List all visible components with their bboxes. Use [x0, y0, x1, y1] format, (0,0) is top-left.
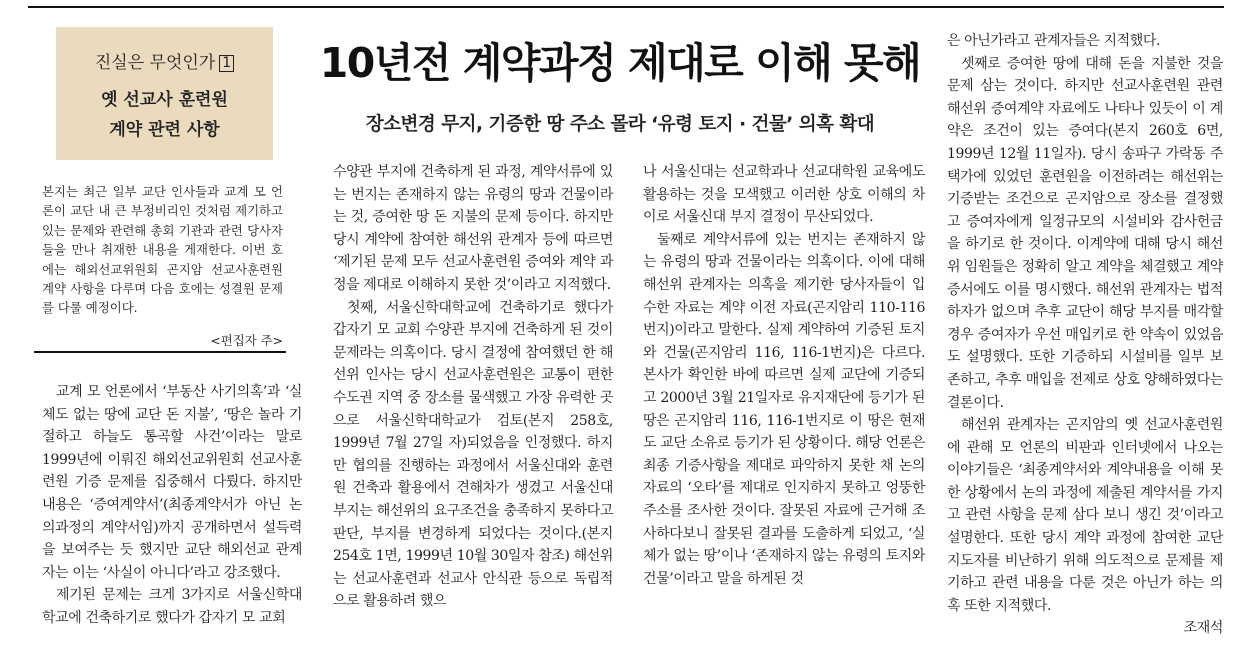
- series-box: [56, 27, 273, 160]
- paragraph: 셋째로 증여한 땅에 대해 돈을 지불한 것을 문제 삼는 것이다. 하지만 선교사훈련원 관련 해선위 증여계약 자료에도 나타나 있듯이 이 계약은 조건이 있는 증여다(본지 260호 6면, 1999년 12월 11일자). 당시 송파구 가락동 주택가에 있었던 훈련원을 이전하려는 해선위는 기증받는 조건으로 곤지암으로 장소를 결정했고 증여자에게 일정규모의 시설비와 감사헌금을 하기로 한 것이다. 이계약에 대해 당시 해선위 임원들은 정확히 알고 계약을 체결했고 계약증서에도 이를 명시했다. 해선위 관계자는 법적 하자가 없으며 추후 교단이 해당 부지를 매각할 경우 증여자가 우선 매입키로 한 약속이 있었음도 설명했다. 또한 기증하되 시설비를 일부 보존하고, 추후 매입을 전제로 상호 양해하였다는 결론이다.: [947, 55, 1223, 411]
- series-number: 1: [219, 55, 234, 72]
- intro-rule: [34, 351, 286, 353]
- paragraph: 수양관 부지에 건축하게 된 과정, 계약서류에 있는 번지는 존재하지 않는 유령의 땅과 건물이라는 것, 증여한 땅 돈 지불의 문제 등이다. 하지만 당시 계약에 참여한 해선위 관계자 등에 따르면 ‘제기된 문제 모두 선교사훈련원 증여와 계약 과정을 제대로 이해하지 못한 것’이라고 지적했다.: [333, 164, 613, 293]
- paragraph: 나 서울신대는 선교학과나 선교대학원 교육에도 활용하는 것을 모색했고 이러한 상호 이해의 차이로 서울신대 부지 결정이 무산되었다.: [643, 164, 925, 226]
- paragraph: 은 아닌가라고 관계자들은 지적했다.: [947, 33, 1161, 49]
- editor-note: 본지는 최근 일부 교단 인사들과 교계 모 언론이 교단 내 큰 부정비리인 것처럼 제기하고 있는 문제와 관련해 총회 기관과 관련 당사자들을 만나 취재한 내용을 게재한다. 이번 호에는 해외선교위원회 곤지암 선교사훈련원 계약 사항을 다루며 다음 호에는 성결원 문제를 다룰 예정이다.: [42, 184, 283, 316]
- byline: 조재석: [1183, 620, 1223, 637]
- article-column-1: [42, 381, 302, 630]
- paragraph: 둘째로 계약서류에 있는 번지는 존재하지 않는 유령의 땅과 건물이라는 의혹이다. 이에 대해 해선위 관계자는 의혹을 제기한 당사자들이 입수한 자료는 계약 이전 자료(곤지암리 110-116번지)이라고 말한다. 실제 계약하여 기증된 토지와 건물(곤지암리 116, 116-1번지)은 다르다. 본사가 확인한 바에 따르면 실제 교단에 기증되고 2000년 3월 21일자로 유지재단에 등기가 된 땅은 곤지암리 116, 116-1번지로 이 땅은 현재도 교단 소유로 등기가 된 상황이다. 해당 언론은 최종 기증사항을 제대로 파악하지 못한 채 논의 자료의 ‘오타’를 제대로 인지하지 못하고 엉뚱한 주소를 조사한 것이다. 잘못된 자료에 근거해 조사하다보니 잘못된 결과를 도출하게 되었고, ‘실체가 없는 땅’이나 ‘존재하지 않는 유령의 토지와 건물’이라고 말을 하게된 것: [643, 231, 925, 587]
- article-column-2: [333, 161, 613, 613]
- paragraph: 교계 모 언론에서 ‘부동산 사기의혹’과 ‘실체도 없는 땅에 교단 돈 지불’, ‘땅은 놀라 기절하고 하늘도 통곡할 사건’이라는 말로 1999년에 이뤄진 해외선교위원회 선교사훈련원 기증 문제를 집중해서 다뤘다. 하지만 내용은 ‘증여계약서’(최종계약서가 아닌 논의과정의 계약서임)까지 공개하면서 설득력을 보여주는 듯 했지만 교단 해외선교 관계자는 이는 ‘사실이 아니다’라고 강조했다.: [42, 384, 302, 581]
- article-column-3: [643, 161, 925, 590]
- subheadline: 장소변경 무지, 기증한 땅 주소 몰라 ‘유령 토지 · 건물’ 의혹 확대: [365, 114, 875, 135]
- paragraph: 제기된 문제는 크게 3가지로 서울신학대학교에 건축하기로 했다가 갑자기 모 교회: [42, 587, 302, 626]
- article-column-4: [947, 30, 1223, 640]
- top-rule: [28, 6, 1224, 8]
- series-kicker: 진실은 무엇인가 1: [56, 48, 273, 73]
- series-title-line1: 옛 선교사 훈련원: [101, 90, 228, 110]
- editor-note-credit: <편집자 주>: [210, 333, 283, 348]
- paragraph: 첫째, 서울신학대학교에 건축하기로 했다가 갑자기 모 교회 수양관 부지에 건축하게 된 것이 문제라는 의혹이다. 당시 결정에 참여했던 한 해선위 인사는 당시 선교사훈련원은 교통이 편한 수도권 지역 중 장소를 물색했고 가장 유력한 곳으로 서울신학대학교가 검토(본지 258호, 1999년 7월 27일 자)되었음을 인정했다. 하지만 협의를 진행하는 과정에서 서울신대와 훈련원 건축과 활용에서 견해차가 생겼고 서울신대 부지는 해선위의 요구조건을 충족하지 못하다고 판단, 부지를 변경하게 되었다는 것이다.(본지 254호 1면, 1999년 10월 30일자 참조) 해선위는 선교사훈련과 선교사 안식관 등으로 독립적으로 활용하려 했으: [333, 299, 613, 610]
- paragraph: 해선위 관계자는 곤지암의 옛 선교사훈련원에 관해 모 언론의 비판과 인터넷에서 나오는 이야기들은 ‘최종계약서와 계약내용을 이해 못한 상황에서 논의 과정에 제출된 계약서를 가지고 관련 사항을 문제 삼다 보니 생긴 것’이라고 설명한다. 또한 당시 계약 과정에 참여한 교단 지도자를 비난하기 위해 의도적으로 문제를 제기하고 관련 내용을 다룬 것은 아닌가 하는 의혹 또한 지적했다.: [947, 417, 1223, 614]
- series-title-line2: 계약 관련 사항: [109, 120, 220, 140]
- headline: 10년전 계약과정 제대로 이해 못해: [319, 39, 921, 87]
